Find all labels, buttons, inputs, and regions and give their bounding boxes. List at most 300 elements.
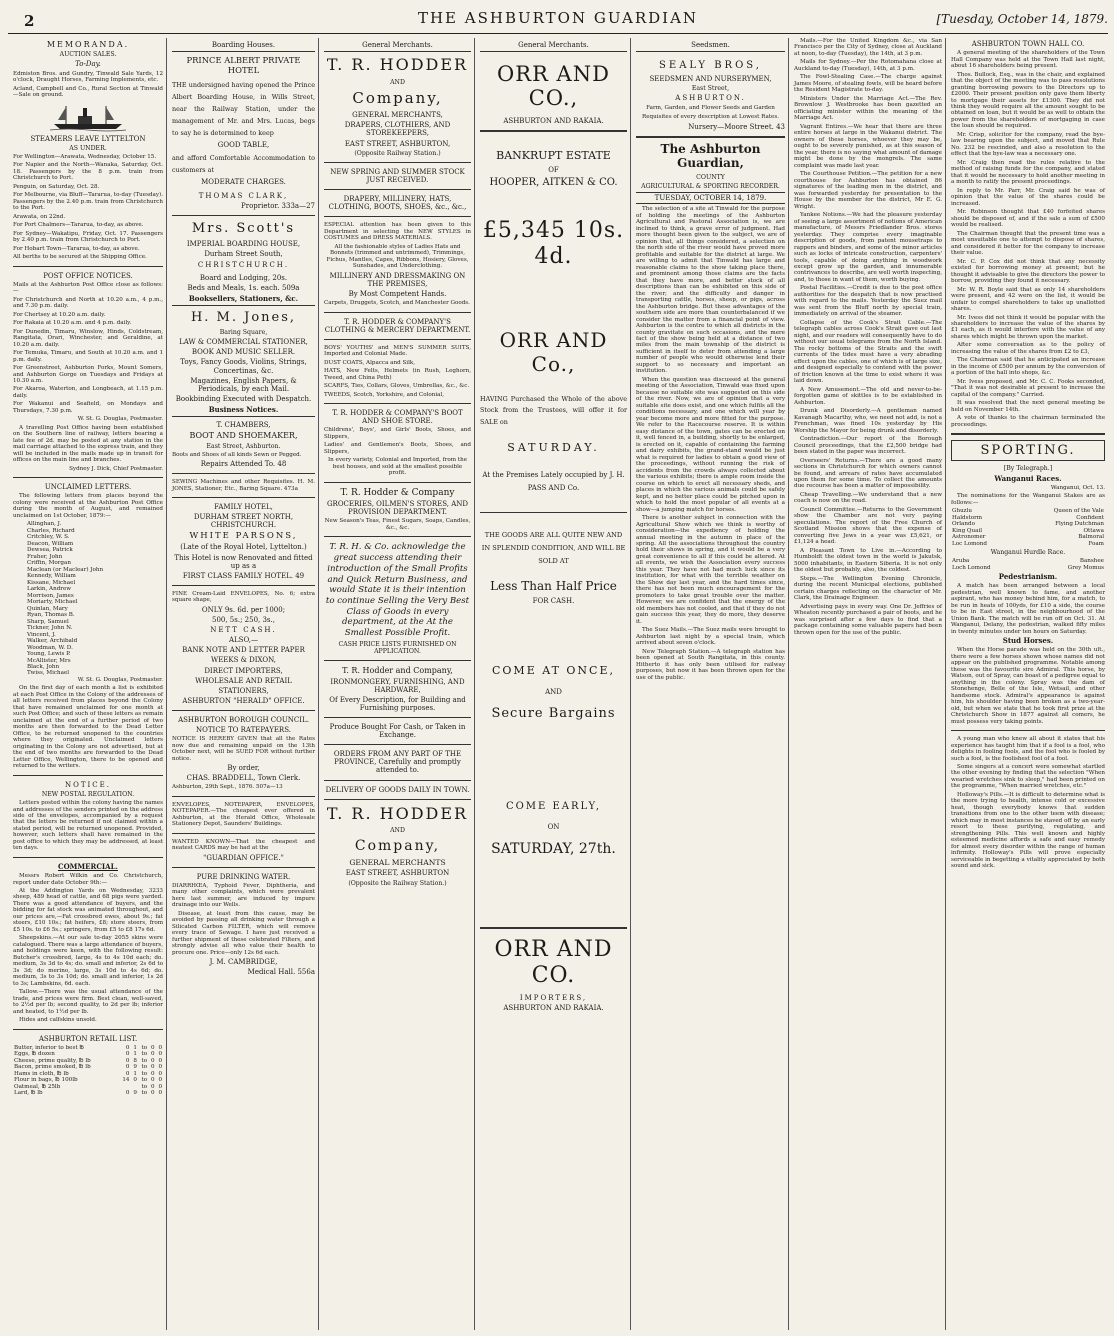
horse-row-cell: Loc Lomond — [952, 540, 987, 547]
divider — [636, 136, 785, 138]
news-paragraph: Collapse of the Cook's Strait Cable.—The telegraph cables across Cook's Strait gave out last night, and our readers will consequently have to do without our usual telegrams from the North Island. The rocky bottoms of the Straits and the swift currents of the tides must have a very abrading effect upon the cables, one of which is of large size, and designed especially to contend with the power of friction known at the time to exist where it was laid down. — [794, 319, 942, 385]
news-paragraph: Vagrant Entires.—We hear that there are three entire horses at large in the Wakanui district. The owners of these horses, whoever they may be, ought to be severely punished, as at this season of the year, there is no saying what amount of damage might be done by the mongrels. The same complaint was made last year. — [794, 123, 942, 169]
divider — [951, 730, 1105, 731]
hodder-company: Company, — [352, 88, 443, 107]
wanted-known: WANTED KNOWN—That the cheapest and neatest CARDS may be had at the — [172, 838, 315, 852]
guardian-office: "GUARDIAN OFFICE." — [203, 853, 284, 862]
fine-envelopes: FINE Cream-Laid ENVELOPES, No. 6; extra square shape, — [172, 590, 315, 604]
trh-acknowledge: T. R. H. & Co. acknowledge the great success attending their introduction of the Small Profits and Quick Return Business, and would State it is their intention to continue Selling the Very Best Class of Goods in every department, at the At the Smallest Possible Profit. — [325, 542, 470, 639]
jones-line-4: Magazines, English Papers, & Periodicals, by each Mail. — [190, 376, 297, 393]
seedsmen-section: Seedsmen. — [636, 41, 785, 52]
booksellers-section: Booksellers, Stationers, &c. — [172, 295, 315, 306]
unclaimed-name: Moriarty, Michael — [27, 599, 78, 606]
boys-suits: BOYS' YOUTHS' and MEN'S SUMMER SUITS, Imported and Colonial Made. — [324, 344, 471, 358]
auction-label: AUCTION SALES. — [59, 51, 117, 59]
editorial-paragraph: The Suez Mails.—The Suez mails were brought to Ashburton last night by a special train, which arrived about seven o'clock. — [636, 627, 785, 647]
town-hall-paragraph: After some conversation as to the policy of increasing the value of the shares from £2 to £3, — [951, 342, 1105, 355]
column-5 — [633, 38, 788, 1328]
importers: IMPORTERS, — [519, 994, 588, 1003]
scott-city: CHRISTCHURCH. — [197, 260, 290, 269]
retail-row-cell: 1 — [133, 1051, 137, 1058]
retail-row-cell: 0 — [150, 1051, 155, 1058]
having-purchased: HAVING Purchased the Whole of the above Stock from the Trustees, will offer it for SALE on — [480, 394, 627, 426]
and-label: AND — [545, 688, 562, 697]
column-1 — [10, 38, 166, 1328]
general-merchants-section-2: General Merchants. — [480, 41, 627, 52]
jones-line-1: LAW & COMMERCIAL STATIONER, — [179, 338, 308, 347]
column-rule — [630, 38, 631, 1330]
on-label: ON — [547, 822, 560, 831]
borough-council: ASHBURTON BOROUGH COUNCIL. — [178, 715, 309, 724]
column-rule — [788, 38, 789, 1330]
divider — [172, 867, 315, 868]
retail-row-cell: 0 — [125, 1090, 130, 1097]
produce: Produce Bought For Cash, or Taken in Exchange. — [329, 723, 466, 740]
come-early: COME EARLY, — [505, 801, 602, 813]
sewing-machines: SEWING Machines and other Requisites. H. M. JONES, Stationer, Etc., Baring Square. 473a — [172, 479, 315, 492]
unclaimed-letters-title: UNCLAIMED LETTERS. — [44, 483, 132, 492]
town-hall-paragraph: The Chairman thought that the present time was a most unsuitable one to attempt to dispose of shares, and considered it better for the company to increase their value. — [951, 230, 1105, 257]
prince-albert-title: PRINCE ALBERT PRIVATE HOTEL — [186, 55, 301, 75]
news-paragraph: The Fowl-Stealing Case.—The charge against James Moore, of stealing fowls, will be heard before the Resident Magistrate to-day. — [794, 74, 943, 94]
stud-horses-title: Stud Horses. — [1002, 636, 1054, 646]
hodder-bottom-gm: GENERAL MERCHANTS — [349, 857, 446, 867]
hodder-and: AND — [390, 78, 405, 86]
travelling-post-office: A travelling Post Office having been established on the Southern line of railway, letters bearing a late fee of 2d. may be posted at any station in the mail carriage attached to the express train, and they will be included in the mails made up in transit for offices on the main line and branches. — [13, 424, 163, 464]
stationers: STATIONERS, — [218, 686, 269, 695]
dust-coats: DUST COATS, Alpacca and Silk, — [324, 359, 416, 366]
nominations: The nominations for the Wanganui Stakes are as follows:— — [951, 493, 1105, 506]
hurdle-race-table — [951, 558, 1105, 571]
pedestrianism-body: A match has been arranged between a local pedestrian, well known to fame, and another aspirant, who has money behind him, for a match, to be run in heats of 100yds, for £10 a side, the course to be in East street, in the neighbourhood of the Union Bank. The match will be run off on Oct. 31. At Wanganui, Delany, the pedestrian, walked fifty miles in twenty minutes under ten hours on Saturday. — [951, 583, 1105, 635]
wanganui-date: Wanganui, Oct. 13. — [1050, 484, 1105, 491]
commercial-paragraph: At the Addington Yards on Wednesday, 3233 sheep, 489 head of cattle, and 68 pigs were yarded. There was a good attendance of buyers, and the bidding for fat stock was animated throughout, and our prices are,—Fat crossbred ewes, about 9s.; fat steers, £10 10s.; fat heifers, £8; store steers, from £5 10s. to £6 5s.; springers, from £5 to £8 17s 6d. — [13, 887, 163, 933]
divider — [13, 1029, 163, 1030]
unclaimed-name: Maclean (or Maclear) John — [27, 566, 104, 573]
scott-beds: Beds and Meals, 1s. each. 509a — [187, 283, 300, 292]
retail-row-cell: Flour in bags, ℔ 100lb — [14, 1077, 78, 1084]
family-hotel-title: FAMILY HOTEL, — [214, 503, 273, 512]
jones-line-3: Toys, Fancy Goods, Violins, Strings, Concertinas, &c. — [180, 358, 307, 375]
steamer-item: Penguin, on Saturday, Oct. 28. — [13, 183, 100, 190]
horse-row-cell: Ghuzlu — [952, 508, 973, 515]
horse-row-cell: Confident — [1076, 514, 1104, 521]
memoranda-title: MEMORANDA. — [46, 40, 130, 49]
town-hall-paragraph: Mr. C. P. Cox did not think that any necessity existed for borrowing money at present; but he thought it advisable to give the directors the power to borrow, providing they found it necessary. — [951, 258, 1105, 285]
retail-row-cell: 0 — [125, 1064, 130, 1071]
estate-amount: £5,345 10s. 4d. — [482, 218, 625, 269]
hodder-bottom-title: T. R. HODDER — [326, 803, 469, 823]
guardian-masthead: The Ashburton Guardian, — [660, 142, 761, 170]
editorial-paragraph: There is another subject in connection with the Agricultural Show which we think is worthy of consideration—the expediency of holding the annual meeting in the autumn in place of the spring. All the associations throughout the country hold their shows in spring, and it would be a very great convenience to all if this could be altered. At all events, we wish the Association every success this year. They have not had much luck since its institution, for what with the terrible weather on the Show day last year, and the hard times since, there has not been much encouragement for the promoters to take great trouble over the matter. However, we are confident that the energy of the old members has not cooled, and that if they do not gain success this year, they do more, they deserve it. — [636, 515, 785, 625]
hurdle-row — [951, 565, 1105, 571]
column-rule — [945, 38, 946, 1330]
cash-price-lists: CASH PRICE LISTS FURNISHED ON APPLICATION. — [338, 640, 457, 656]
divider — [324, 162, 471, 163]
imperial-boarding-house: IMPERIAL BOARDING HOUSE, — [186, 240, 301, 249]
miscellany — [951, 736, 1105, 870]
notice-text: Letters posted within the colony having the names and addresses of the senders printed on the address side of the envelopes, accompanied by a request that the letters be returned if not claimed within a stated period, will be returned unopened. Provided, however, such letters shall have remained in the post office to which they may be addressed, at least ten days. — [13, 800, 163, 852]
retail-row-cell: 14 — [122, 1077, 130, 1084]
scarfs: SCARFS, Ties, Collars, Gloves, Umbrellas, &c., &c. — [324, 383, 470, 390]
miscellany-paragraph: A young man who knew all about it states that his experience has taught him that if a fool is a fool, who delights in fooling fools, and the fool who is fooled by such a fool, is the foolishest fool of a fool. — [951, 736, 1105, 762]
steamer-item: Arawata, on 22nd. — [13, 213, 66, 220]
hodder-title: T. R. HODDER — [326, 55, 469, 75]
retail-row-cell: Oatmeal, ℔ 25lb — [14, 1083, 61, 1090]
editorial-body — [636, 206, 785, 681]
unclaimed-name: Morrison, James — [27, 592, 74, 599]
post-office-item: For Wakanui and Seafield, on Mondays and Thursdays, 7.30 p.m. — [13, 401, 163, 414]
for-cash: FOR CASH. — [532, 597, 575, 606]
sealy-town: ASHBURTON. — [675, 94, 746, 102]
unclaimed-name: Sharp, Samuel — [27, 618, 69, 625]
stud-horses-body: When the Horse parade was held on the 30th ult., there were a few horses shown whose names did not appear on the published programme. Notable among these was the favourite sire Admiral. This horse, by Watson, out of Spray, can boast of a pedigree equal to anything in the colony. Spray was the dam of Stonehenge, Belle of the Isle, Wetsail, and other handsome stock. Admiral's appearance is against him, his shoulder having been broken as a two-year-old, but when we state that he took first prize at the Christchurch Show in 1877 against all comers, he must possess very taking points. — [951, 647, 1105, 725]
horse-row-cell: Flying Dutchman — [1055, 521, 1104, 528]
orr-top-title: ORR AND CO., — [497, 62, 610, 111]
unclaimed-name: Deacon, William — [27, 540, 74, 547]
ironmongery-title: T. R. Hodder and Company, — [342, 666, 453, 676]
retail-row-cell: 0 — [150, 1070, 155, 1077]
rates-date: Ashburton, 29th Sept., 1876. 507a—13 — [172, 784, 283, 791]
hurdle-row-cell: Banshee — [1079, 558, 1104, 565]
fine-only: ONLY 9s. 6d. per 1000; — [201, 605, 286, 614]
first-class-hotel: FIRST CLASS FAMILY HOTEL. 49 — [182, 571, 305, 580]
divider — [324, 799, 471, 800]
unclaimed-name: McAllister, Mrs — [27, 657, 71, 664]
divider — [324, 312, 471, 313]
divider — [172, 833, 315, 834]
unclaimed-name: Larkin, Andrew — [27, 586, 72, 593]
news-paragraph: Mails for Sydney.—Per the Rotomahana close at Auckland to-day (Tuesday), 14th, at 3 p.m. — [794, 59, 942, 72]
of-label: OF — [548, 165, 559, 174]
town-hall-paragraph: Mr. Ivess did not think it would be popular with the shareholders to increase the value of the shares by £1 each, as it would interfere with the value of any shares which might be thrown upon the market. — [951, 314, 1105, 340]
scott-board: Board and Lodging, 20s. — [199, 273, 288, 282]
unclaimed-name: Charles, Richard — [27, 527, 75, 534]
unclaimed-name: Critchley, W. S. — [27, 534, 70, 541]
secure-bargains: Secure Bargains — [491, 706, 616, 722]
retail-row-cell: 1 — [133, 1070, 137, 1077]
commercial-paragraph: Sheepskins.—At our sale to-day 2055 skins were catalogued. There was a large attendance of buyers, and holdings were keen, with the following result: Butcher's crossbred, large, 4s to 4s 10d each; do. medium, 3s 3d to 4s; do. small and inferior, 2s 6d to 3s 3d; do merino, large, 3s 10d to 4s 6d; do. medium, 3s to 3s 10d; do. small and inferior, 1s 2d to 3s; Lambskins, 6d. each. — [13, 935, 163, 987]
white-parsons: WHITE PARSONS, — [189, 530, 298, 541]
column-6 — [791, 38, 945, 1328]
clothing-department: T. R. HODDER & COMPANY'S CLOTHING & MERCERY DEPARTMENT. — [324, 317, 471, 334]
today-label: To-Day. — [75, 60, 101, 69]
retail-row-cell: Bacon, prime smoked, ℔ lb — [14, 1064, 91, 1071]
retail-row-cell: Hams in cloth, ℔ lb — [14, 1070, 69, 1077]
goods-new: THE GOODS ARE ALL QUITE NEW AND IN SPLENDID CONDITION, AND WILL BE SOLD AT — [481, 530, 626, 566]
new-spring: NEW SPRING AND SUMMER STOCK JUST RECEIVED. — [330, 167, 465, 184]
hurdle-race: Wanganui Hurdle Race. — [990, 549, 1066, 556]
chambers-trade: BOOT AND SHOEMAKER, — [189, 431, 298, 441]
bank-note: BANK NOTE AND LETTER PAPER — [182, 646, 305, 655]
post-office-item: For Rakaia at 10.20 a.m. and 4 p.m. daily. — [13, 320, 132, 327]
retail-row-cell: to — [141, 1064, 148, 1071]
unclaimed-names-list — [13, 521, 163, 677]
horse-row-cell: Ottawa — [1083, 527, 1104, 534]
hodder-line-3: EAST STREET, ASHBURTON, — [344, 139, 451, 148]
by-telegraph: [By Telegraph.] — [1003, 465, 1053, 473]
horse-row-cell: Foam — [1088, 540, 1104, 547]
fine-prices: 500, 5s.; 250, 3s., — [212, 615, 275, 624]
cambridge-name: J. M. CAMBRIDGE, — [209, 958, 278, 967]
notice-to-ratepayers: NOTICE TO RATEPAYERS. — [196, 726, 291, 735]
hodder-bottom-opposite: (Opposite the Railway Station.) — [348, 879, 447, 887]
news-paragraph: Overseers' Returns.—There are a good many sections in Christchurch for which owners cannot be found, and arrears of rates have accumulated upon them for some time. To collect the amounts due recourse has been a matter of impossibility. — [794, 457, 942, 490]
retail-row-cell: to — [141, 1044, 148, 1051]
divider — [13, 857, 163, 858]
unclaimed-name: Tickner, John N. — [27, 625, 73, 632]
rates-notice: NOTICE IS HEREBY GIVEN that all the Rates now due and remaining unpaid on the 13th October next, will be SUED FOR without further notice. — [172, 736, 315, 762]
hodder-bottom-street: EAST STREET, ASHBURTON — [345, 869, 450, 878]
direct-importers: DIRECT IMPORTERS, — [204, 666, 283, 675]
hurdle-row-cell: Grey Momus — [1067, 564, 1104, 571]
retail-row-cell: 0 — [158, 1077, 162, 1084]
divider — [172, 497, 315, 498]
orr-top-sub: ASHBURTON AND RAKAIA. — [503, 116, 604, 125]
hooper-aitken: HOOPER, AITKEN & CO. — [489, 176, 618, 188]
divider — [324, 780, 471, 781]
retail-row-cell: 0 — [125, 1051, 130, 1058]
chambers-text: Boots and Shoes of all kinds Sewn or Pegged. — [172, 451, 302, 458]
names-signature: W. St. G. Douglas, Postmaster. — [77, 676, 163, 683]
come-at-once: COME AT ONCE, — [492, 664, 615, 678]
town-hall-paragraph: The Chairman said that he anticipated an increase in the income of £500 per annum by the conversion of a portion of the hall into shops, &c. — [951, 357, 1105, 377]
retail-row-cell: 1 — [133, 1044, 137, 1051]
horse-row-cell: Astronomer — [952, 534, 986, 541]
pure-water-text-2: Disease, at least from this cause, may be avoided by passing all drinking water through a Silicated Carbon FILTER, which will remove every trace of Sewage. I have just received a further shipment of these celebrated Filters, and strongly advise all who value their health to procure one. Price—only 12s 6d each. — [172, 910, 315, 956]
post-office-item: Mails at the Ashburton Post Office close as follows:— — [13, 281, 163, 295]
retail-row — [13, 1064, 163, 1070]
carpets: Carpets, Druggets, Scotch, and Manchester Goods. — [324, 300, 470, 307]
unclaimed-intro: The following letters from places beyond the colony were received at the Ashburton Post Office during the month of August, and remained unclaimed on 1st October, 1879:— — [13, 493, 163, 519]
divider — [324, 339, 471, 340]
horse-row-cell: Haldstorm — [952, 514, 983, 521]
medical-hall: Medical Hall. 556a — [247, 968, 315, 977]
news-paragraph: Cheap Travelling.—We understand that a new coach is now on the road. — [794, 491, 942, 505]
unclaimed-name: Woodman, W. D. — [27, 644, 73, 651]
retail-row-cell: 0 — [150, 1077, 155, 1084]
retail-list-title: ASHBURTON RETAIL LIST. — [38, 1034, 138, 1043]
unclaimed-name: Criffin, Morgan — [27, 560, 71, 567]
divider — [324, 717, 471, 718]
town-hall-paragraph: In reply to Mr. Parr, Mr. Craig said he was of opinion that the value of the shares could be increased. — [951, 187, 1105, 207]
retail-row-cell: 0 — [150, 1090, 155, 1097]
post-office-title: POST OFFICE NOTICES. — [43, 271, 133, 280]
editorial-paragraph: New Telegraph Station.—A telegraph station has been opened at South Rangitata, in this county. Hitherto it has only been utilised for railway purposes, but now it has been thrown open for the use of the public. — [636, 648, 785, 681]
every-variety: In every variety, Colonial and Imported, from the best houses, and sold at the smallest possible profit. — [327, 457, 468, 477]
retail-row-cell: 0 — [150, 1044, 155, 1051]
business-notices-section: Business Notices. — [172, 406, 315, 417]
bankrupt-estate: BANKRUPT ESTATE — [496, 148, 611, 162]
boarding-houses-section: Boarding Houses. — [172, 41, 315, 52]
steamers-subtitle: AS UNDER. — [69, 144, 107, 152]
divider — [13, 477, 163, 478]
jones-title: H. M. Jones, — [190, 309, 297, 325]
retail-row-cell: to — [141, 1090, 148, 1097]
tweeds: TWEEDS, Scotch, Yorkshire, and Colonial, — [324, 391, 445, 398]
steamer-item: All berths to be secured at the Shipping Office. — [13, 254, 147, 261]
divider — [951, 433, 1105, 435]
hodder-line-1: GENERAL MERCHANTS, — [352, 111, 443, 120]
town-hall-paragraph: Mr. Robinson thought that £40 forfeited shares should be disposed of, and if the sale a sum of £500 would be realised. — [951, 209, 1105, 229]
retail-row-cell: 9 — [133, 1064, 137, 1071]
town-hall-paragraph: Mr. Crisp, solicitor for the company, read the bye-law bearing upon the subject, and moved that Rule No. 232 be rescinded, and also a resolution to the effect that the bye-law was a necessary one. — [951, 131, 1105, 158]
millinery: MILLINERY AND DRESSMAKING ON THE PREMISES, — [329, 271, 466, 288]
agri-recorder: AGRICULTURAL & SPORTING RECORDER. — [641, 183, 780, 190]
saturday-27: SATURDAY, 27th. — [491, 840, 616, 857]
steamer-item: For Wellington—Arawata, Wednesday, October 15. — [13, 153, 157, 160]
town-hall-report — [951, 50, 1105, 428]
post-office-item: For Christchurch and North at 10.20 a.m., 4 p.m., and 7.30 p.m. daily. — [13, 296, 163, 310]
white-parsons-sub: (Late of the Royal Hotel, Lyttelton.) — [180, 543, 307, 552]
seedsmen-nurserymen: SEEDSMEN AND NURSERYMEN, — [649, 74, 772, 83]
hurdle-row-cell: Loch Lomond — [952, 564, 991, 571]
retail-row-cell: to — [141, 1083, 148, 1090]
weeks-dixon: WEEKS & DIXON, — [211, 656, 276, 665]
retail-row-cell: 0 — [158, 1083, 162, 1090]
news-paragraph: The Courthouse Petition.—The petition for a new courthouse for Ashburton has obtained 86 signatures of the leading men in the district, and was forwarded yesterday for presentation to the House by the member for the district, Mr E. G. Wright. — [794, 171, 942, 210]
column-2 — [169, 38, 318, 1328]
retail-row-cell: 0 — [125, 1044, 130, 1051]
teas: New Season's Teas, Finest Sugars, Soaps, Candles, &c., &c. — [324, 518, 471, 531]
town-hall-paragraph: A general meeting of the shareholders of the Town Hall Company was held at the Town Hall last night, about 16 shareholders being present. — [951, 50, 1105, 70]
column-7 — [948, 38, 1108, 1328]
newspaper-title: THE ASHBURTON GUARDIAN — [417, 9, 699, 27]
column-rule — [318, 38, 319, 1330]
news-paragraph: Contradiction.—Our report of the Borough Council proceedings, that the £2,500 bridge had been stated in the paper was incorrect. — [794, 436, 942, 456]
horse-row — [951, 541, 1105, 547]
retail-row-cell: 0 — [158, 1057, 162, 1064]
steamer-item: For Hobart Town—Tararua, to-day, as above. — [13, 245, 140, 252]
retail-row-cell: Lard, ℔ lb — [14, 1090, 43, 1097]
town-hall-paragraph: It was resolved that the next general meeting be held on November 14th. — [951, 400, 1105, 413]
thomas-clark: THOMAS CLARK, — [198, 192, 289, 201]
masthead — [8, 4, 1108, 34]
sealy-text: Farm, Garden, and Flower Seeds and Garden Requisites of every description at Lowest Rates. — [641, 105, 779, 120]
pure-water-title: PURE DRINKING WATER. — [196, 872, 291, 881]
unclaimed-name: Ryan, Thomas B. — [27, 612, 75, 619]
family-hotel-address: DURHAM STREET NORTH, CHRISTCHURCH. — [193, 513, 294, 530]
chief-postmaster-signature: Sydney J. Dick, Chief Postmaster. — [69, 465, 163, 472]
steamer-item: For Sydney—Wakatipu, Friday, Oct. 17. Passengers by 2.40 p.m. train from Christchurch to Port. — [13, 230, 163, 244]
wanganui-stakes-table — [951, 508, 1105, 547]
town-hall-title: ASHBURTON TOWN HALL CO. — [971, 40, 1085, 48]
sealy-street: East Street, — [691, 84, 730, 92]
divider — [172, 473, 315, 474]
orr-bottom-title: ORR AND CO. — [494, 937, 613, 988]
county-label: COUNTY — [696, 173, 725, 181]
news-paragraph: Advertising pays in every way. One Dr. Jeffries of Wheaton recently purchased a pair of boots, and he was surprised after a few days to find that a package containing some valuable papers had been thrown open for the use of the public. — [794, 603, 942, 636]
retail-row-cell: to — [141, 1057, 148, 1064]
good-table: GOOD TABLE, — [217, 141, 270, 150]
nett-cash: NETT CASH. — [210, 626, 277, 635]
town-hall-paragraph: Thos. Bullock, Esq., was in the chair, and explained that the object of the meeting was to pass resolutions granting borrowing powers to the Directors up to £2000. Their present position only gave them liberty to mortgage their assets for £1300. They did not think they would require all the amount sought to be obtained on loan, but it would be as well to obtain the power from the shareholders of mortgaging in case the loan should be required. — [951, 71, 1105, 130]
steamer-item: For Port Chalmers—Tararua, to-day, as above. — [13, 222, 144, 229]
jones-address: Baring Square, — [219, 329, 268, 337]
post-office-item: For Dunedin, Timaru, Winslow, Hinds, Coldstream, Rangitata, Orari, Winchester, and Geraldine, at 10.20 a.m. daily. — [13, 328, 163, 348]
horse-row-cell: Queen of the Vale — [1053, 508, 1104, 515]
nursery-address: Nursery—Moore Street. 43 — [688, 122, 785, 131]
boot-department: T. R. HODDER & COMPANY'S BOOT AND SHOE STORE. — [332, 409, 463, 426]
unclaimed-name: Kissane, Michael — [27, 579, 76, 586]
news-paragraph: Postal Facilities.—Credit is due to the post office authorities for the despatch that is now practised with regard to the mails. Yesterday the Suez mail was sent from the Bluff north by special train, immediately on arrival of the steamer. — [794, 285, 942, 318]
unclaimed-name: Allinghan, J. — [27, 521, 62, 528]
retail-row — [13, 1090, 163, 1096]
divider — [172, 215, 315, 216]
auction-sale-item: Acland, Campbell and Co., Rural Section at Tinwald—Sale on ground. — [13, 85, 163, 99]
retail-row-cell: Butter, inferior to best ℔ — [14, 1044, 84, 1051]
wholesale-retail: WHOLESALE AND RETAIL — [195, 676, 292, 685]
retail-row-cell: 0 — [158, 1090, 162, 1097]
town-clerk: CHAS. BRADDELL, Town Clerk. — [186, 774, 301, 783]
divider — [324, 660, 471, 661]
unclaimed-name: Kennedy, William — [27, 573, 76, 580]
mrs-scott-title: Mrs. Scott's — [191, 221, 296, 237]
sealy-bros: SEALY BROS, — [659, 60, 762, 72]
divider — [324, 536, 471, 537]
pure-water-text: DIARRHŒA, Typhoid Fever, Diphtheria, and many other complaints, which were prevalent here last summer, are induced by impure drainage into our Wells. — [172, 882, 315, 909]
news-paragraph: Steps.—The Wellington Evening Chronicle, during the recent Municipal elections, published certain charges reflecting on the character of Mr. Clark, the Drainage Engineer. — [794, 575, 942, 602]
prince-albert-text-2: and afford Comfortable Accommodation to customers at — [172, 153, 315, 174]
editorial-date: TUESDAY, OCTOBER 14, 1879. — [636, 192, 785, 204]
scott-address: Durham Street South, — [204, 250, 283, 259]
news-paragraph: Mails.—For the United Kingdom &c., via San Francisco per the City of Sydney, close at Auckland at noon, to-day (Tuesday), the 14th, at 3 p.m. — [794, 38, 942, 57]
divider — [172, 585, 315, 586]
retail-row-cell: 0 — [158, 1051, 162, 1058]
town-hall-paragraph: Mr. Ivess proposed, and Mr. C. C. Fooks seconded, "That it was not desirable at present to increase the capital of the company." Carried. — [951, 378, 1105, 398]
column-rule — [474, 38, 475, 1330]
jones-line-2: BOOK AND MUSIC SELLER. — [191, 348, 296, 357]
orders: ORDERS FROM ANY PART OF THE PROVINCE, Carefully and promptly attended to. — [333, 750, 462, 775]
fashion-styles: All the fashionable styles of Ladies Hats and Bonnets (trimmed and untrimmed), Trimmings, Fichus, Mantles, Capes, Ribbons, Hosiery, Gloves, Sunshades, and Underclothing. — [326, 243, 469, 270]
commercial-paragraph: Messrs Robert Wilkin and Co. Christchurch, report under date October 9th:— — [13, 873, 163, 886]
divider — [324, 744, 471, 745]
retail-row-cell: Eggs, ℔ dozen — [14, 1051, 55, 1058]
envelopes-notepaper: ENVELOPES, NOTEPAPER, ENVELOPES, NOTEPAPER.—The cheapest ever offered in Ashburton, at the Herald Office, Wholesale Stationery Depot, Saunders' Buildings. — [172, 801, 315, 828]
retail-row-cell: 0 — [150, 1057, 155, 1064]
unclaimed-name: Twiss, Michael — [27, 670, 70, 677]
commercial-paragraph: Hides and calfskins unsold. — [19, 1017, 97, 1024]
retail-row-cell: 9 — [133, 1090, 137, 1097]
divider — [324, 189, 471, 190]
town-hall-paragraph: A vote of thanks to the chairman terminated the proceedings. — [951, 415, 1105, 428]
divider — [13, 775, 163, 776]
jones-line-5: Bookbinding Executed with Despatch. — [175, 394, 312, 403]
auction-sale-item: Edmiston Bros. and Gundry, Tinwald Sale Yards, 12 o'clock, Draught Horses, Farming Implements, etc. — [13, 70, 163, 84]
especial-attention: ESPECIAL attention has been given to this Department in selecting the NEW STYLES in COSTUMES and DRESS MATERIALS. — [324, 222, 471, 242]
unclaimed-name: Dewsea, Patrick — [27, 547, 73, 554]
divider — [480, 130, 627, 132]
post-office-notices — [13, 282, 163, 415]
horse-row-cell: Orlando — [952, 521, 975, 528]
chambers-name: T. CHAMBERS, — [216, 421, 271, 430]
post-office-item: For Greenstreet, Ashburton Forks, Mount Somers, and Ashburton Gorge on Tuesdays and Fridays at 10.30 a.m. — [13, 365, 163, 384]
horse-row-cell: Balmoral — [1078, 534, 1104, 541]
ironmongery-line-1: IRONMONGERY, FURNISHING, AND HARDWARE, — [330, 677, 465, 694]
retail-row-cell: 0 — [125, 1057, 130, 1064]
childrens-boots: Childrens', Boys', and Girls' Boots, Shoes, and Slippers, — [324, 427, 471, 440]
retail-row-cell: to — [141, 1051, 148, 1058]
column-rule — [166, 38, 167, 1330]
unclaimed-name: Walker, Archibald — [27, 638, 78, 645]
news-paragraph: A New Amusement.—The old and never-to-be-forgotten game of skittles is to be established in Ashburton. — [794, 386, 942, 406]
hodder-line-4: (Opposite Railway Station.) — [354, 149, 441, 157]
drapery: DRAPERY, MILLINERY, HATS, CLOTHING, BOOTS, SHOES, &c., &c., — [328, 195, 467, 212]
retail-row-cell: 0 — [150, 1083, 155, 1090]
issue-date: [Tuesday, October 14, 1879. — [936, 12, 1108, 26]
post-office-item: For Chertsey at 10.20 a.m. daily. — [13, 311, 106, 318]
retail-row-cell: 0 — [133, 1077, 137, 1084]
